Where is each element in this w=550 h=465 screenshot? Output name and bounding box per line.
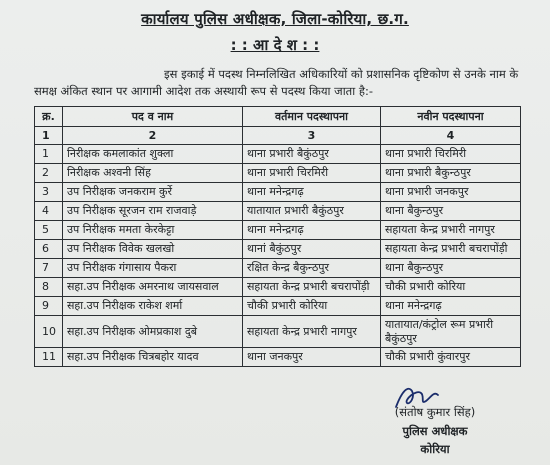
order-intro-text: इस इकाई में पदस्थ निम्नलिखित अधिकारियों को प्रशासनिक दृष्टिकोण से उनके नाम के समक्ष अंकित स्थान पर आगामी आदेश तक अस्थायी रूप से पदस्थ किया जाता है:-: [34, 67, 519, 98]
current-posting: रक्षित केन्द्र बैकुन्ठपुर: [243, 259, 381, 278]
new-posting: यातायात/कंट्रोल रूम प्रभारी बैकुंठपुर: [381, 316, 521, 348]
current-posting: चौकी प्रभारी कोरिया: [243, 297, 381, 316]
new-posting: थाना बैकुन्ठपुर: [381, 259, 521, 278]
header-serial: क्र.: [35, 107, 63, 127]
current-posting: थाना प्रभारी चिरमिरी: [243, 164, 381, 183]
row-serial: 7: [35, 259, 63, 278]
officer-name: उप निरीक्षक जनकराम कुर्रे: [63, 183, 243, 202]
new-posting: थाना प्रभारी चिरमिरी: [381, 145, 521, 164]
row-serial: 10: [35, 316, 63, 348]
officer-name: उप निरीक्षक गंगासाय पैकरा: [63, 259, 243, 278]
new-posting: थाना प्रभारी जनकपुर: [381, 183, 521, 202]
table-row: [35, 145, 521, 164]
signatory-place: कोरिया: [420, 442, 450, 456]
row-serial: 3: [35, 183, 63, 202]
column-number: 3: [243, 127, 381, 145]
table-row: [35, 259, 521, 278]
row-serial: 4: [35, 202, 63, 221]
table-row: [35, 183, 521, 202]
table-row: [35, 348, 521, 367]
row-serial: 8: [35, 278, 63, 297]
officer-name: उप निरीक्षक सूरजन राम राजवाड़े: [63, 202, 243, 221]
new-posting: चौकी प्रभारी कोरिया: [381, 278, 521, 297]
column-number-row: [35, 127, 521, 145]
signatory-designation: पुलिस अधीक्षक: [402, 424, 468, 438]
new-posting: थाना प्रभारी बैकुन्ठपुर: [381, 164, 521, 183]
header-name: पद व नाम: [63, 107, 243, 127]
row-serial: 1: [35, 145, 63, 164]
officer-name: सहा.उप निरीक्षक अमरनाथ जायसवाल: [63, 278, 243, 297]
table-row: [35, 278, 521, 297]
current-posting: थाना मनेन्द्रगढ़: [243, 221, 381, 240]
posting-table: [34, 106, 521, 367]
header-current-posting: वर्तमान पदस्थापना: [243, 107, 381, 127]
column-number: 4: [381, 127, 521, 145]
office-title: कार्यालय पुलिस अधीक्षक, जिला-कोरिया, छ.ग.: [141, 10, 409, 28]
officer-name: निरीक्षक अश्वनी सिंह: [63, 164, 243, 183]
officer-name: सहा.उप निरीक्षक ओमप्रकाश दुबे: [63, 316, 243, 348]
officer-name: उप निरीक्षक ममता केरकेट्टा: [63, 221, 243, 240]
table-row: [35, 240, 521, 259]
table-row: [35, 316, 521, 348]
current-posting: सहायता केन्द्र प्रभारी नागपुर: [243, 316, 381, 348]
row-serial: 6: [35, 240, 63, 259]
officer-name: सहा.उप निरीक्षक चित्रबहोर यादव: [63, 348, 243, 367]
officer-name: सहा.उप निरीक्षक राकेश शर्मा: [63, 297, 243, 316]
current-posting: थाना प्रभारी बैकुंठपुर: [243, 145, 381, 164]
officer-name: उप निरीक्षक विवेक खलखो: [63, 240, 243, 259]
row-serial: 5: [35, 221, 63, 240]
column-number: 1: [35, 127, 63, 145]
row-serial: 2: [35, 164, 63, 183]
order-heading: : : आ दे श : :: [230, 36, 320, 54]
current-posting: थाना मनेन्द्रगढ़: [243, 183, 381, 202]
column-number: 2: [63, 127, 243, 145]
current-posting: यातायात प्रभारी बैकुंठपुर: [243, 202, 381, 221]
table-row: [35, 164, 521, 183]
new-posting: सहायता केन्द्र प्रभारी नागपुर: [381, 221, 521, 240]
row-serial: 11: [35, 348, 63, 367]
signatory-name: (संतोष कुमार सिंह): [394, 405, 476, 419]
table-row: [35, 297, 521, 316]
current-posting: थानां बैकुंठपुर: [243, 240, 381, 259]
new-posting: सहायता केन्द्र प्रभारी बचरापोंड़ी: [381, 240, 521, 259]
header-new-posting: नवीन पदस्थापना: [381, 107, 521, 127]
new-posting: थाना मनेन्द्रगढ़: [381, 297, 521, 316]
officer-name: निरीक्षक कमलाकांत शुक्ला: [63, 145, 243, 164]
new-posting: चौकी प्रभारी कुंवारपुर: [381, 348, 521, 367]
table-row: [35, 221, 521, 240]
table-row: [35, 202, 521, 221]
table-header-row: [35, 107, 521, 127]
current-posting: थाना जनकपुर: [243, 348, 381, 367]
current-posting: सहायता केन्द्र प्रभारी बचरापोंड़ी: [243, 278, 381, 297]
row-serial: 9: [35, 297, 63, 316]
new-posting: थाना बैकुन्ठपुर: [381, 202, 521, 221]
